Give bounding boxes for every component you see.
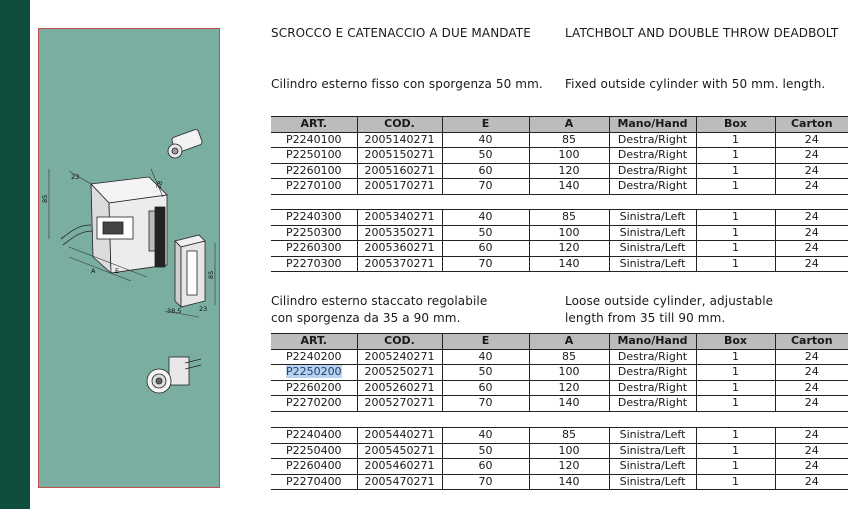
cell-a: 140 bbox=[529, 256, 609, 272]
cell-box: 1 bbox=[696, 459, 775, 475]
cell-cod: 2005160271 bbox=[357, 163, 442, 179]
table-header-row bbox=[271, 334, 848, 350]
cell-e: 50 bbox=[442, 225, 529, 241]
cell-cod: 2005260271 bbox=[357, 380, 442, 396]
cell-a: 120 bbox=[529, 459, 609, 475]
cell-art: P2260200 bbox=[271, 380, 357, 396]
cell-cod: 2005170271 bbox=[357, 179, 442, 195]
table-row bbox=[271, 132, 848, 148]
cell-a: 140 bbox=[529, 396, 609, 412]
cell-a: 140 bbox=[529, 474, 609, 490]
cell-hand: Sinistra/Left bbox=[609, 241, 696, 257]
cell-hand: Destra/Right bbox=[609, 132, 696, 148]
fixed-cylinder-right-table bbox=[271, 116, 848, 195]
loose-cylinder-right-table bbox=[271, 333, 848, 412]
column-carton: Carton bbox=[775, 334, 848, 350]
cell-hand: Destra/Right bbox=[609, 179, 696, 195]
cell-art: P2250100 bbox=[271, 148, 357, 164]
cell-a: 100 bbox=[529, 225, 609, 241]
cell-art: P2240300 bbox=[271, 210, 357, 226]
cell-carton: 24 bbox=[775, 179, 848, 195]
cell-art: P2250300 bbox=[271, 225, 357, 241]
column-art: ART. bbox=[271, 334, 357, 350]
cell-a: 85 bbox=[529, 132, 609, 148]
cell-a: 85 bbox=[529, 210, 609, 226]
cell-hand: Destra/Right bbox=[609, 163, 696, 179]
section2-italian-line1: Cilindro esterno staccato regolabile bbox=[271, 294, 488, 308]
dim-e-label: E bbox=[115, 267, 120, 275]
title-english: LATCHBOLT AND DOUBLE THROW DEADBOLT bbox=[565, 26, 839, 40]
cell-a: 100 bbox=[529, 148, 609, 164]
table-row bbox=[271, 428, 848, 444]
cell-cod: 2005440271 bbox=[357, 428, 442, 444]
cell-carton: 24 bbox=[775, 459, 848, 475]
cell-hand: Sinistra/Left bbox=[609, 256, 696, 272]
table-row bbox=[271, 256, 848, 272]
cell-hand: Sinistra/Left bbox=[609, 225, 696, 241]
section2-english-line2: length from 35 till 90 mm. bbox=[565, 311, 726, 325]
loose-cylinder-left-table bbox=[271, 427, 848, 490]
cell-art: P2240200 bbox=[271, 349, 357, 365]
cell-art: P2260300 bbox=[271, 241, 357, 257]
cell-hand: Sinistra/Left bbox=[609, 210, 696, 226]
cell-art: P2270400 bbox=[271, 474, 357, 490]
column-hand: Mano/Hand bbox=[609, 334, 696, 350]
cell-box: 1 bbox=[696, 443, 775, 459]
cell-box: 1 bbox=[696, 256, 775, 272]
cell-cod: 2005140271 bbox=[357, 132, 442, 148]
dim-a-label: A bbox=[91, 267, 96, 275]
table-row bbox=[271, 443, 848, 459]
column-carton: Carton bbox=[775, 117, 848, 133]
cell-cod: 2005150271 bbox=[357, 148, 442, 164]
cell-carton: 24 bbox=[775, 474, 848, 490]
cell-hand: Sinistra/Left bbox=[609, 474, 696, 490]
cell-carton: 24 bbox=[775, 163, 848, 179]
selected-article-highlight[interactable]: P2250200 bbox=[285, 365, 342, 379]
cell-carton: 24 bbox=[775, 396, 848, 412]
cell-hand: Sinistra/Left bbox=[609, 443, 696, 459]
cell-art: P2240400 bbox=[271, 428, 357, 444]
cell-carton: 24 bbox=[775, 132, 848, 148]
cell-art: P2270200 bbox=[271, 396, 357, 412]
column-art: ART. bbox=[271, 117, 357, 133]
table-row bbox=[271, 241, 848, 257]
cell-e: 40 bbox=[442, 428, 529, 444]
cell-carton: 24 bbox=[775, 148, 848, 164]
table-row bbox=[271, 380, 848, 396]
cell-a: 85 bbox=[529, 428, 609, 444]
section2-italian-line2: con sporgenza da 35 a 90 mm. bbox=[271, 311, 461, 325]
cell-e: 40 bbox=[442, 132, 529, 148]
cell-box: 1 bbox=[696, 365, 775, 381]
loose-cylinder-illustration bbox=[147, 357, 201, 393]
dim-height-label: 85 bbox=[41, 194, 49, 203]
column-cod: COD. bbox=[357, 117, 442, 133]
cell-art: P2260100 bbox=[271, 163, 357, 179]
cell-carton: 24 bbox=[775, 210, 848, 226]
cell-e: 50 bbox=[442, 443, 529, 459]
cell-cod: 2005360271 bbox=[357, 241, 442, 257]
cell-a: 120 bbox=[529, 163, 609, 179]
column-e: E bbox=[442, 334, 529, 350]
cell-cod: 2005460271 bbox=[357, 459, 442, 475]
cell-carton: 24 bbox=[775, 443, 848, 459]
cell-e: 70 bbox=[442, 256, 529, 272]
cell-box: 1 bbox=[696, 225, 775, 241]
cell-a: 85 bbox=[529, 349, 609, 365]
section1-italian: Cilindro esterno fisso con sporgenza 50 mm. bbox=[271, 77, 543, 91]
cell-cod: 2005350271 bbox=[357, 225, 442, 241]
cell-box: 1 bbox=[696, 380, 775, 396]
cell-e: 70 bbox=[442, 179, 529, 195]
section1-english: Fixed outside cylinder with 50 mm. length. bbox=[565, 77, 826, 91]
cylinder-illustration bbox=[168, 129, 203, 158]
cell-e: 60 bbox=[442, 459, 529, 475]
cell-box: 1 bbox=[696, 241, 775, 257]
cell-art: P2260400 bbox=[271, 459, 357, 475]
cell-hand: Destra/Right bbox=[609, 365, 696, 381]
table-row bbox=[271, 396, 848, 412]
cell-art: P2250400 bbox=[271, 443, 357, 459]
table-row bbox=[271, 349, 848, 365]
table-row bbox=[271, 365, 848, 381]
cell-e: 60 bbox=[442, 163, 529, 179]
table-row bbox=[271, 163, 848, 179]
cell-cod: 2005450271 bbox=[357, 443, 442, 459]
cell-cod: 2005270271 bbox=[357, 396, 442, 412]
cell-e: 70 bbox=[442, 474, 529, 490]
title-italian: SCROCCO E CATENACCIO A DUE MANDATE bbox=[271, 26, 531, 40]
cell-a: 100 bbox=[529, 365, 609, 381]
strike-box-illustration bbox=[175, 235, 205, 307]
column-hand: Mano/Hand bbox=[609, 117, 696, 133]
cell-box: 1 bbox=[696, 474, 775, 490]
cell-a: 120 bbox=[529, 241, 609, 257]
cell-art: P2270100 bbox=[271, 179, 357, 195]
cell-carton: 24 bbox=[775, 225, 848, 241]
cell-e: 40 bbox=[442, 349, 529, 365]
table-row bbox=[271, 459, 848, 475]
cell-box: 1 bbox=[696, 396, 775, 412]
cell-art: P2270300 bbox=[271, 256, 357, 272]
cell-cod: 2005370271 bbox=[357, 256, 442, 272]
green-side-strip bbox=[0, 0, 30, 509]
cell-hand: Destra/Right bbox=[609, 380, 696, 396]
lock-technical-drawing bbox=[39, 29, 221, 489]
dim-strike-depth-label: 23 bbox=[199, 305, 208, 313]
cell-carton: 24 bbox=[775, 428, 848, 444]
cell-hand: Destra/Right bbox=[609, 148, 696, 164]
table-row bbox=[271, 225, 848, 241]
cell-cod: 2005240271 bbox=[357, 349, 442, 365]
cell-box: 1 bbox=[696, 349, 775, 365]
cell-e: 40 bbox=[442, 210, 529, 226]
cell-cod: 2005340271 bbox=[357, 210, 442, 226]
table-row bbox=[271, 474, 848, 490]
cell-box: 1 bbox=[696, 163, 775, 179]
table-header-row bbox=[271, 117, 848, 133]
cell-art: P2240100 bbox=[271, 132, 357, 148]
cell-carton: 24 bbox=[775, 380, 848, 396]
column-box: Box bbox=[696, 117, 775, 133]
column-e: E bbox=[442, 117, 529, 133]
cell-hand: Sinistra/Left bbox=[609, 459, 696, 475]
cell-box: 1 bbox=[696, 148, 775, 164]
cell-hand: Destra/Right bbox=[609, 396, 696, 412]
cell-box: 1 bbox=[696, 132, 775, 148]
cell-e: 60 bbox=[442, 380, 529, 396]
dim-depth-label: 23 bbox=[71, 173, 80, 181]
cell-carton: 24 bbox=[775, 365, 848, 381]
cell-hand: Destra/Right bbox=[609, 349, 696, 365]
cell-e: 60 bbox=[442, 241, 529, 257]
cell-cod: 2005250271 bbox=[357, 365, 442, 381]
cell-a: 140 bbox=[529, 179, 609, 195]
table-row bbox=[271, 179, 848, 195]
table-row bbox=[271, 210, 848, 226]
cell-e: 50 bbox=[442, 148, 529, 164]
table-row bbox=[271, 148, 848, 164]
cell-art bbox=[271, 365, 357, 381]
cell-carton: 24 bbox=[775, 256, 848, 272]
section2-english-line1: Loose outside cylinder, adjustable bbox=[565, 294, 774, 308]
lock-drawing-panel bbox=[38, 28, 220, 488]
cell-a: 100 bbox=[529, 443, 609, 459]
fixed-cylinder-left-table bbox=[271, 209, 848, 272]
dim-strike-height-label: 85 bbox=[207, 270, 215, 279]
cell-carton: 24 bbox=[775, 241, 848, 257]
column-box: Box bbox=[696, 334, 775, 350]
cell-box: 1 bbox=[696, 428, 775, 444]
cell-cod: 2005470271 bbox=[357, 474, 442, 490]
cell-e: 70 bbox=[442, 396, 529, 412]
column-a: A bbox=[529, 334, 609, 350]
lock-body-illustration bbox=[61, 177, 167, 273]
dim-strike-width-label: 38,5 bbox=[167, 307, 182, 315]
cell-hand: Sinistra/Left bbox=[609, 428, 696, 444]
cell-box: 1 bbox=[696, 210, 775, 226]
cell-e: 50 bbox=[442, 365, 529, 381]
column-a: A bbox=[529, 117, 609, 133]
cell-a: 120 bbox=[529, 380, 609, 396]
column-cod: COD. bbox=[357, 334, 442, 350]
cell-carton: 24 bbox=[775, 349, 848, 365]
dim-side-label: 38 bbox=[154, 179, 165, 190]
cell-box: 1 bbox=[696, 179, 775, 195]
